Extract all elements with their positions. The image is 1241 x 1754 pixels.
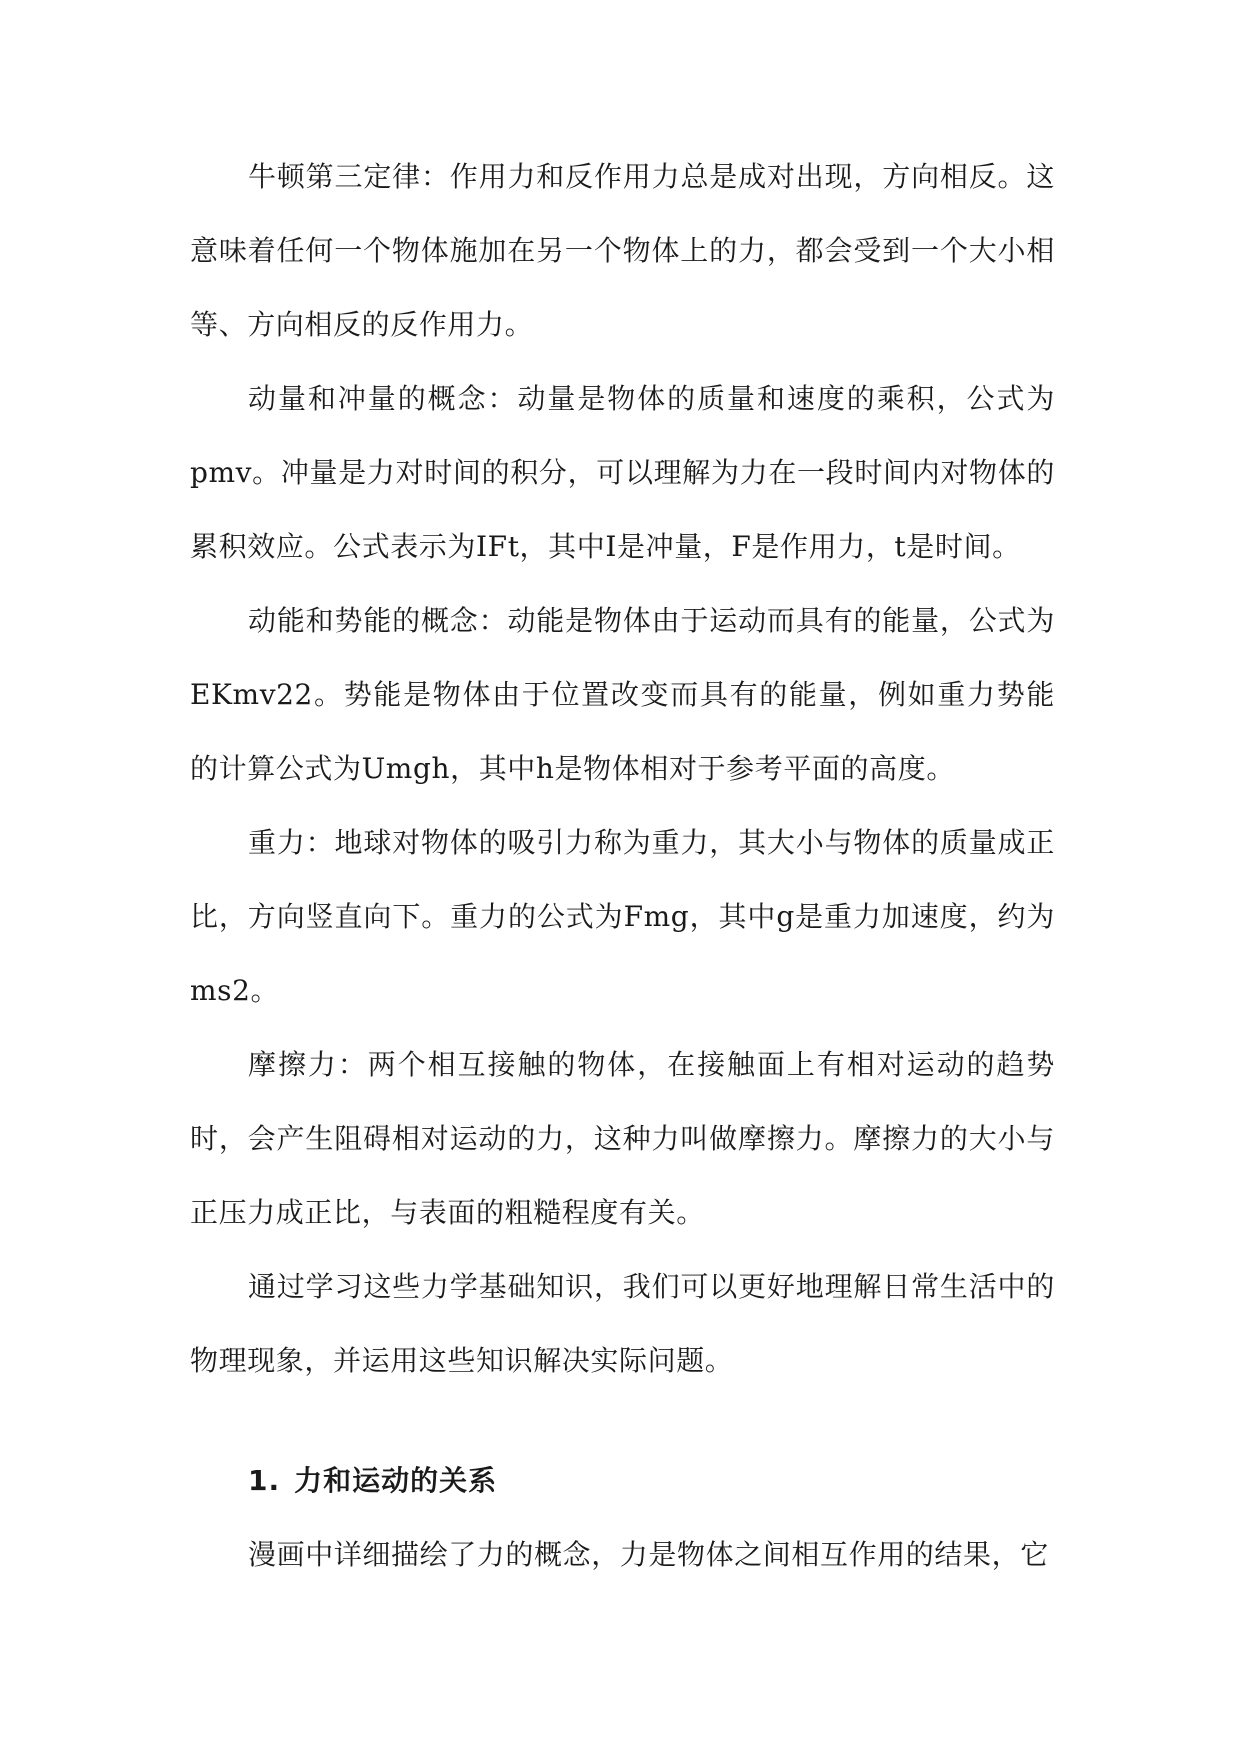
paragraph-friction: 摩擦力：两个相互接触的物体，在接触面上有相对运动的趋势时，会产生阻碍相对运动的力，这种力叫做摩擦力。摩擦力的大小与正压力成正比，与表面的粗糙程度有关。 — [190, 1048, 1055, 1229]
section-title: 力和运动的关系 — [294, 1464, 498, 1497]
section-number: 1. — [248, 1464, 281, 1497]
paragraph-momentum-impulse: 动量和冲量的概念：动量是物体的质量和速度的乘积，公式为pmv。冲量是力对时间的积分，可以理解为力在一段时间内对物体的累积效应。公式表示为IFt，其中I是冲量，F是作用力，t是时间。 — [190, 382, 1055, 563]
section-heading — [190, 1444, 1055, 1518]
paragraph-newtons-third-law: 牛顿第三定律：作用力和反作用力总是成对出现，方向相反。这意味着任何一个物体施加在另一个物体上的力，都会受到一个大小相等、方向相反的反作用力。 — [190, 160, 1055, 341]
document-page — [190, 140, 1055, 1592]
paragraph-kinetic-potential-energy: 动能和势能的概念：动能是物体由于运动而具有的能量，公式为EKmv22。势能是物体由于位置改变而具有的能量，例如重力势能的计算公式为Umgh，其中h是物体相对于参考平面的高度。 — [190, 604, 1055, 785]
paragraph-gravity: 重力：地球对物体的吸引力称为重力，其大小与物体的质量成正比，方向竖直向下。重力的公式为Fmg，其中g是重力加速度，约为ms2。 — [190, 826, 1055, 1007]
paragraph-conclusion: 通过学习这些力学基础知识，我们可以更好地理解日常生活中的物理现象，并运用这些知识解决实际问题。 — [190, 1270, 1055, 1377]
paragraph-comic-description: 漫画中详细描绘了力的概念，力是物体之间相互作用的结果，它 — [248, 1538, 1049, 1571]
